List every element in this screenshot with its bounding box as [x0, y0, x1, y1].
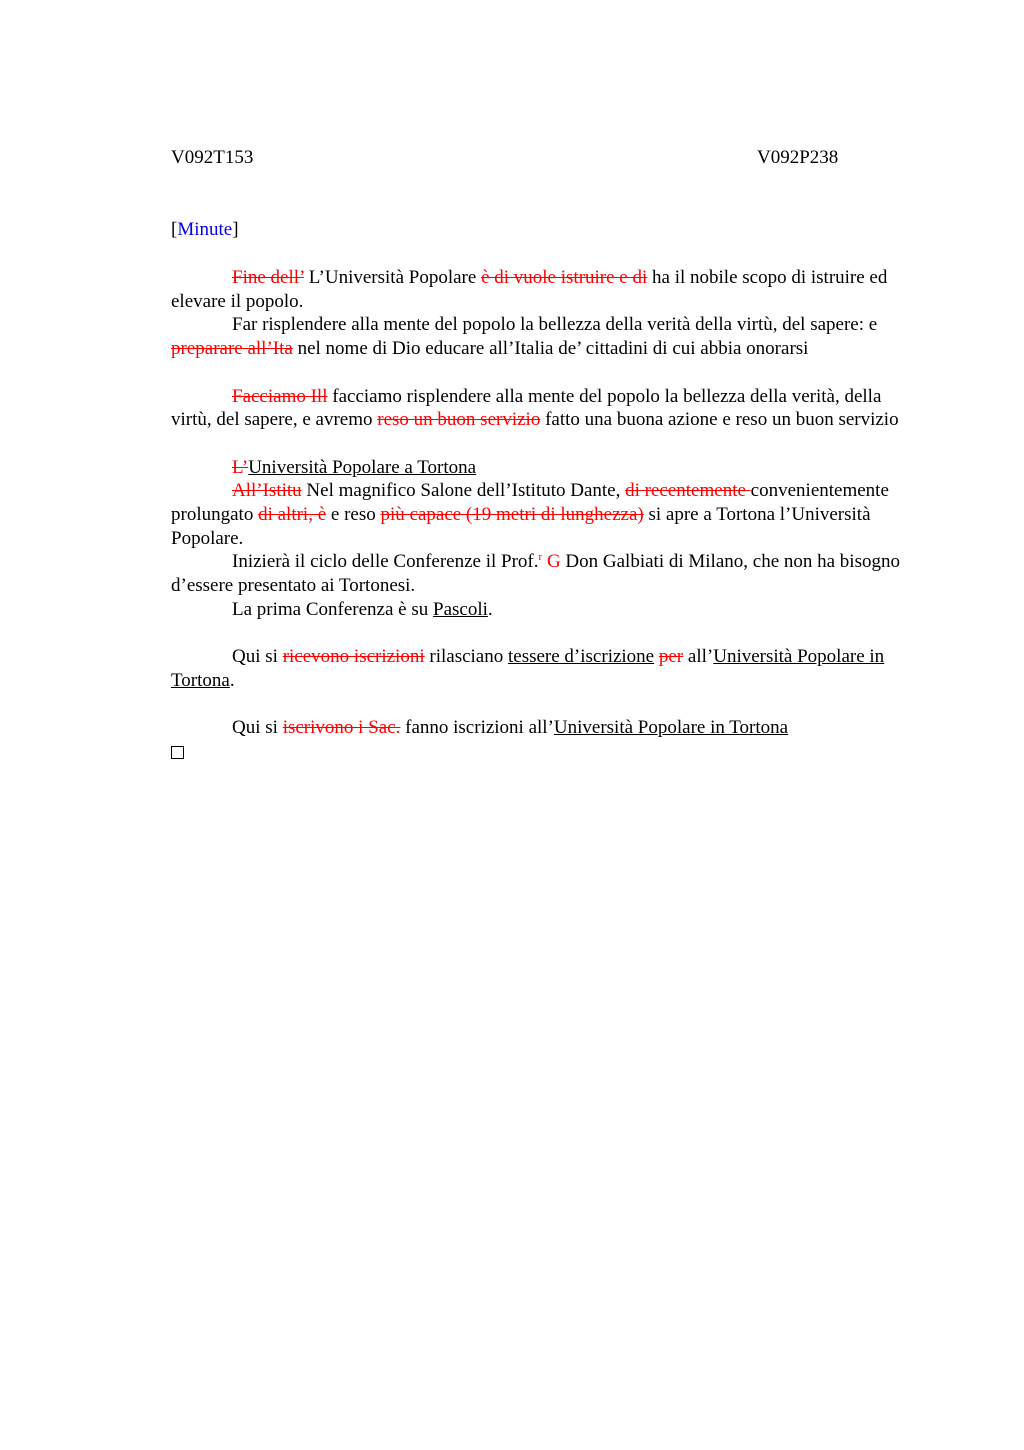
spacer — [171, 361, 926, 385]
document-code-left: V092T153 — [171, 147, 254, 168]
red-insertion: G — [542, 551, 561, 573]
body-text: La prima Conferenza è su — [232, 598, 433, 620]
body-text: Nel magnifico Salone dell’Istituto Dante, — [301, 480, 626, 502]
body-text: Qui si — [232, 646, 283, 668]
body-text: L’Università Popolare — [303, 267, 482, 288]
deleted-text: All’Istitu — [232, 480, 302, 502]
underlined-text: tessere d’iscrizione — [507, 646, 655, 668]
paragraph-9 — [171, 716, 926, 740]
paragraph-title — [171, 456, 926, 480]
body-text: fatto una buona azione e reso un buon servizio — [540, 409, 899, 431]
body-text: . — [229, 669, 235, 691]
body-text: si apre a Tortona l’Università Popolare. — [171, 504, 871, 549]
checkbox-square-icon — [171, 746, 184, 759]
paragraph-7 — [171, 598, 926, 622]
section-label — [171, 218, 926, 242]
deleted-text: reso un buon servizio — [377, 409, 541, 431]
document-page — [171, 146, 926, 765]
body-text: ha il nobile scopo di istruire ed elevare il popolo. — [171, 267, 888, 312]
paragraph-2 — [171, 313, 926, 360]
body-text: rilasciano — [424, 646, 508, 668]
deleted-text: più capace (19 metri di lunghezza) — [380, 504, 644, 525]
spacer — [171, 432, 926, 456]
deleted-text: Facciamo Ill — [232, 385, 328, 407]
spacer — [171, 622, 926, 646]
page-header — [171, 146, 926, 170]
paragraph-6 — [171, 550, 926, 597]
paragraph-3 — [171, 385, 926, 432]
underlined-text: Pascoli — [433, 598, 488, 620]
label-minute: Minute — [177, 219, 233, 240]
paragraph-8 — [171, 645, 926, 692]
deleted-text: Fine dell’ — [232, 267, 304, 288]
deleted-text: ricevono iscrizioni — [282, 646, 425, 668]
deleted-text: L’ — [232, 456, 249, 478]
deleted-text: di altri, è — [258, 504, 327, 525]
paragraph-5 — [171, 479, 926, 550]
body-text: nel nome di Dio educare all’Italia de’ cittadini di cui abbia onorarsi — [292, 338, 809, 360]
body-text: all’ — [683, 646, 714, 668]
deleted-text: è di vuole istruire e di — [481, 267, 648, 288]
body-text: Inizierà il ciclo delle Conferenze il Prof. — [232, 551, 539, 573]
underlined-text: Università Popolare in Tortona — [171, 646, 885, 691]
deleted-text: iscrivono i Sac. — [282, 717, 401, 739]
spacer — [171, 693, 926, 717]
body-text: facciamo risplendere alla mente del popolo la bellezza della verità, della virtù, del sapere, e avremo — [171, 385, 882, 431]
body-text: Don Galbiati di Milano, che non ha bisogno d’essere presentato ai Tortonesi. — [171, 551, 900, 597]
paragraph-1 — [171, 266, 926, 313]
body-text: e reso — [326, 504, 381, 525]
deleted-text: di recentemente — [625, 480, 751, 502]
superscript-text: r — [538, 551, 543, 564]
body-text: convenientemente prolungato — [171, 480, 889, 525]
underlined-title: Università Popolare a Tortona — [248, 456, 477, 478]
body-text: Qui si — [232, 717, 283, 739]
body-text: fanno iscrizioni all’ — [400, 717, 554, 739]
spacer — [171, 242, 926, 266]
label-bracket-close: ] — [232, 219, 239, 240]
document-code-right: V092P238 — [757, 147, 839, 168]
deleted-text: per — [658, 646, 684, 668]
deleted-text: preparare all’Ita — [171, 338, 293, 360]
end-marker — [171, 740, 926, 765]
label-bracket-open: [ — [171, 219, 178, 240]
underlined-text: Università Popolare in Tortona — [553, 717, 789, 739]
body-text: . — [487, 598, 493, 620]
body-text: Far risplendere alla mente del popolo la bellezza della verità della virtù, del sapere: e — [232, 314, 878, 336]
